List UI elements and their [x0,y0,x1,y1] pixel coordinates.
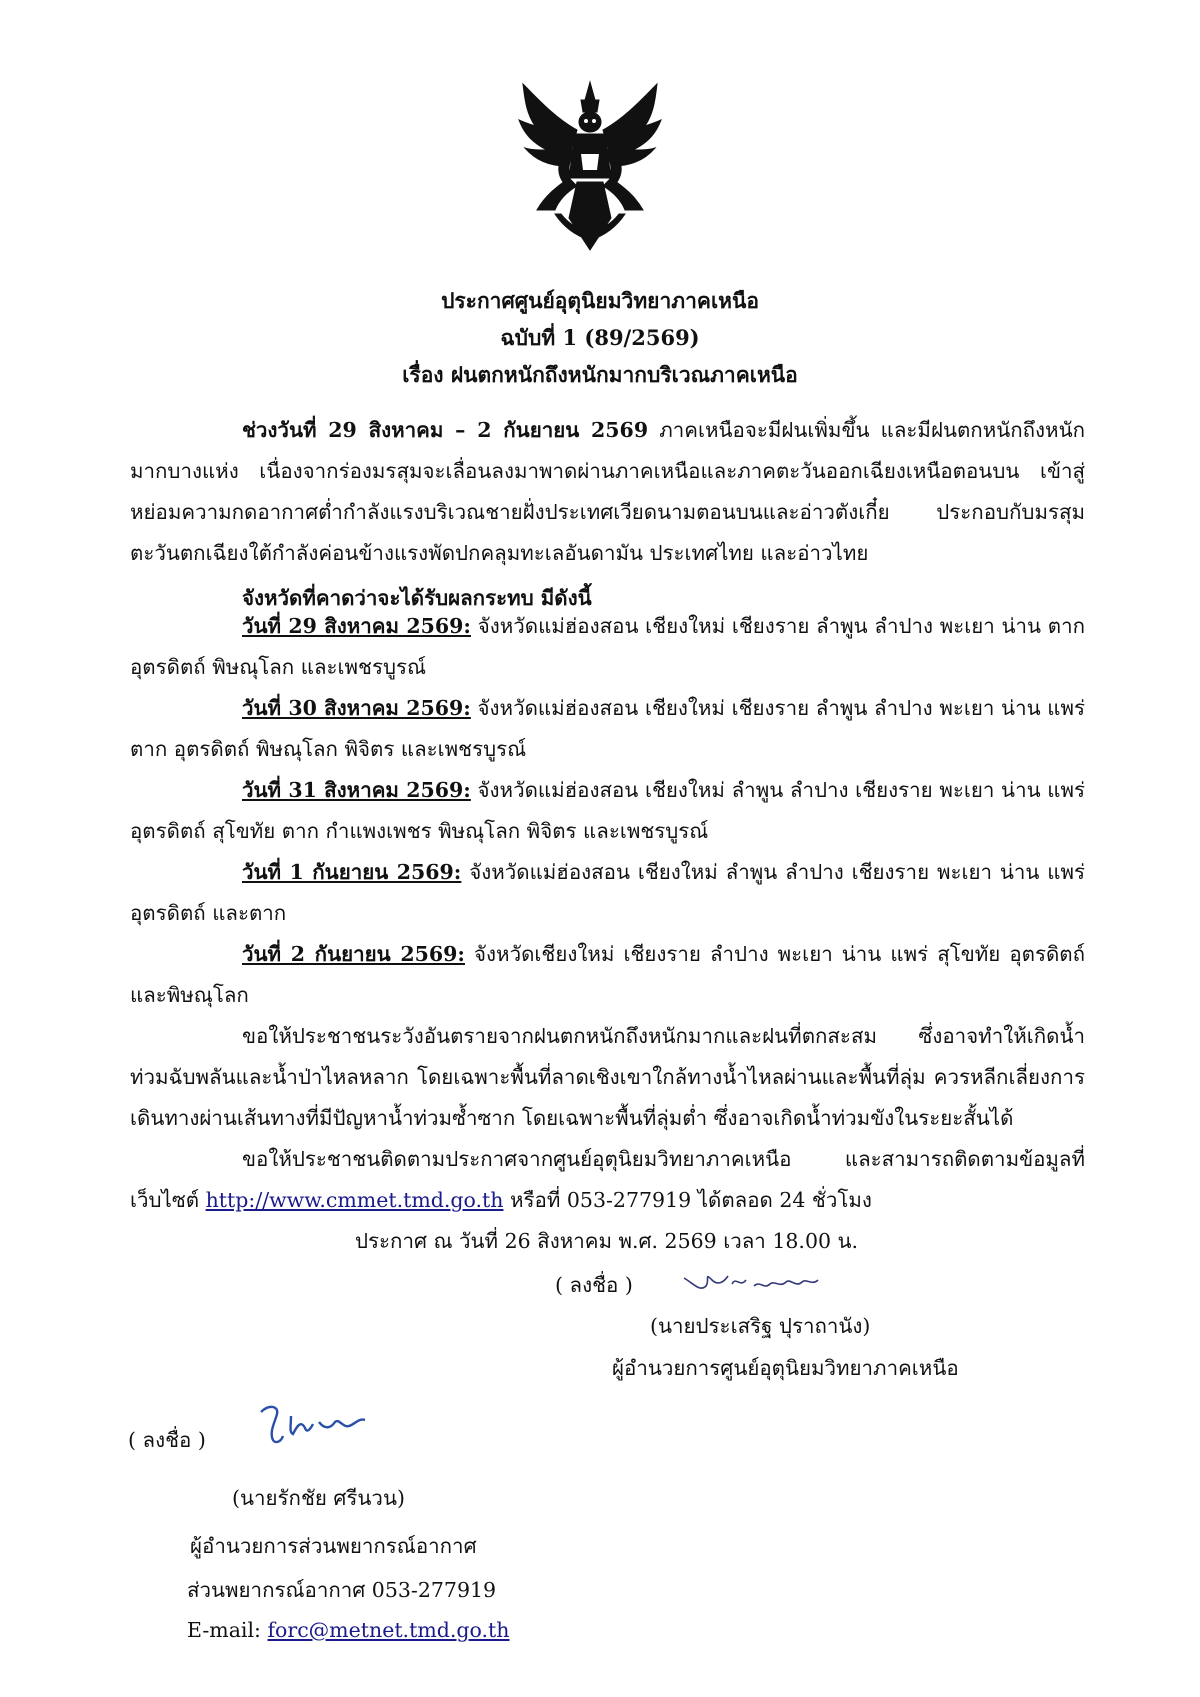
affected-day-label: วันที่ 2 กันยายน 2569: [242,942,465,966]
affected-day-label: วันที่ 29 สิงหาคม 2569: [242,614,471,638]
affected-day-text: จังหวัดแม่ฮ่องสอน เชียงใหม่ เชียงราย ลำพูน ลำปาง พะเยา น่าน แพร่ ตาก อุตรดิตถ์ พิษณุโลก พิจิตร และเพชรบูรณ์ [130,696,1085,761]
email-link[interactable]: forc@metnet.tmd.go.th [267,1618,510,1642]
affected-day-label: วันที่ 30 สิงหาคม 2569: [242,696,471,720]
follow-paragraph [130,1139,1085,1221]
announcement-issue: ฉบับที่ 1 (89/2569) [500,325,700,350]
signer2-unit: ส่วนพยากรณ์อากาศ 053-277919 [187,1578,497,1602]
affected-day-text: จังหวัดแม่ฮ่องสอน เชียงใหม่ ลำพูน ลำปาง เชียงราย พะเยา น่าน แพร่ อุตรดิตถ์ และตาก [130,860,1085,925]
signer1-signature-icon [680,1262,830,1302]
announcement-title: ประกาศศูนย์อุตุนิยมวิทยาภาคเหนือ [441,288,759,313]
affected-day-text: จังหวัดแม่ฮ่องสอน เชียงใหม่ เชียงราย ลำพูน ลำปาง พะเยา น่าน ตาก อุตรดิตถ์ พิษณุโลก และเพชรบูรณ์ [130,614,1085,679]
intro-paragraph [130,410,1085,574]
affected-day-text: จังหวัดเชียงใหม่ เชียงราย ลำปาง พะเยา น่าน แพร่ สุโขทัย อุตรดิตถ์ และพิษณุโลก [130,942,1085,1007]
affected-day-label: วันที่ 31 สิงหาคม 2569: [242,778,471,802]
signer1-sign-label: ( ลงชื่อ ) [555,1273,633,1297]
affected-day-label: วันที่ 1 กันยายน 2569: [242,860,462,884]
signer2-position: ผู้อำนวยการส่วนพยากรณ์อากาศ [190,1534,477,1558]
affected-day [130,688,1085,770]
warning-paragraph: ขอให้ประชาชนระวังอันตรายจากฝนตกหนักถึงหนักมากและฝนที่ตกสะสม ซึ่งอาจทำให้เกิดน้ำท่วมฉับพลันและน้ำป่าไหลหลาก โดยเฉพาะพื้นที่ลาดเชิงเขาใกล้ทางน้ำไหลผ่านและพื้นที่ลุ่ม ควรหลีกเลี่ยงการเดินทางผ่านเส้นทางที่มีปัญหาน้ำท่วมซ้ำซาก โดยเฉพาะพื้นที่ลุ่มต่ำ ซึ่งอาจเกิดน้ำท่วมขังในระยะสั้นได้ [130,1024,1085,1130]
email-label: E-mail: [187,1618,268,1642]
follow-phone-text: หรือที่ 053-277919 ได้ตลอด 24 ชั่วโมง [503,1188,872,1212]
affected-day-text: จังหวัดแม่ฮ่องสอน เชียงใหม่ ลำพูน ลำปาง เชียงราย พะเยา น่าน แพร่ อุตรดิตถ์ สุโขทัย ตาก กำแพงเพชร พิษณุโลก พิจิตร และเพชรบูรณ์ [130,778,1085,843]
intro-text: ภาคเหนือจะมีฝนเพิ่มขึ้น และมีฝนตกหนักถึงหนักมากบางแห่ง เนื่องจากร่องมรสุมจะเลื่อนลงมาพาดผ่านภาคเหนือและภาคตะวันออกเฉียงเหนือตอนบน เข้าสู่หย่อมความกดอากาศต่ำกำลังแรงบริเวณชายฝั่งประเทศเวียดนามตอนบนและอ่าวตังเกี๋ย ประกอบกับมรสุมตะวันตกเฉียงใต้กำลังค่อนข้างแรงพัดปกคลุมทะเลอันดามัน ประเทศไทย และอ่าวไทย [130,418,1085,565]
garuda-emblem-icon [515,78,665,258]
affected-day [130,606,1085,688]
signer1-name: (นายประเสริฐ ปุราถานัง) [650,1314,871,1338]
signer2-signature-icon [255,1398,375,1450]
signer2-sign-label: ( ลงชื่อ ) [128,1428,206,1452]
signer1-position: ผู้อำนวยการศูนย์อุตุนิยมวิทยาภาคเหนือ [612,1356,959,1380]
intro-date-range: ช่วงวันที่ 29 สิงหาคม – 2 กันยายน 2569 [242,418,649,442]
website-link[interactable]: http://www.cmmet.tmd.go.th [205,1188,504,1212]
affected-day [130,770,1085,852]
affected-day [130,852,1085,934]
affected-day [130,934,1085,1016]
announce-date: ประกาศ ณ วันที่ 26 สิงหาคม พ.ศ. 2569 เวลา 18.00 น. [355,1229,859,1253]
signer2-email-line [187,1618,509,1642]
announcement-subject: เรื่อง ฝนตกหนักถึงหนักมากบริเวณภาคเหนือ [402,362,798,387]
affected-heading: จังหวัดที่คาดว่าจะได้รับผลกระทบ มีดังนี้ [242,586,592,610]
follow-text: ขอให้ประชาชนติดตามประกาศจากศูนย์อุตุนิยมวิทยาภาคเหนือ และสามารถติดตามข้อมูลที่เว็บไซต์ [130,1147,1085,1212]
signer2-name: (นายรักชัย ศรีนวน) [232,1486,405,1510]
